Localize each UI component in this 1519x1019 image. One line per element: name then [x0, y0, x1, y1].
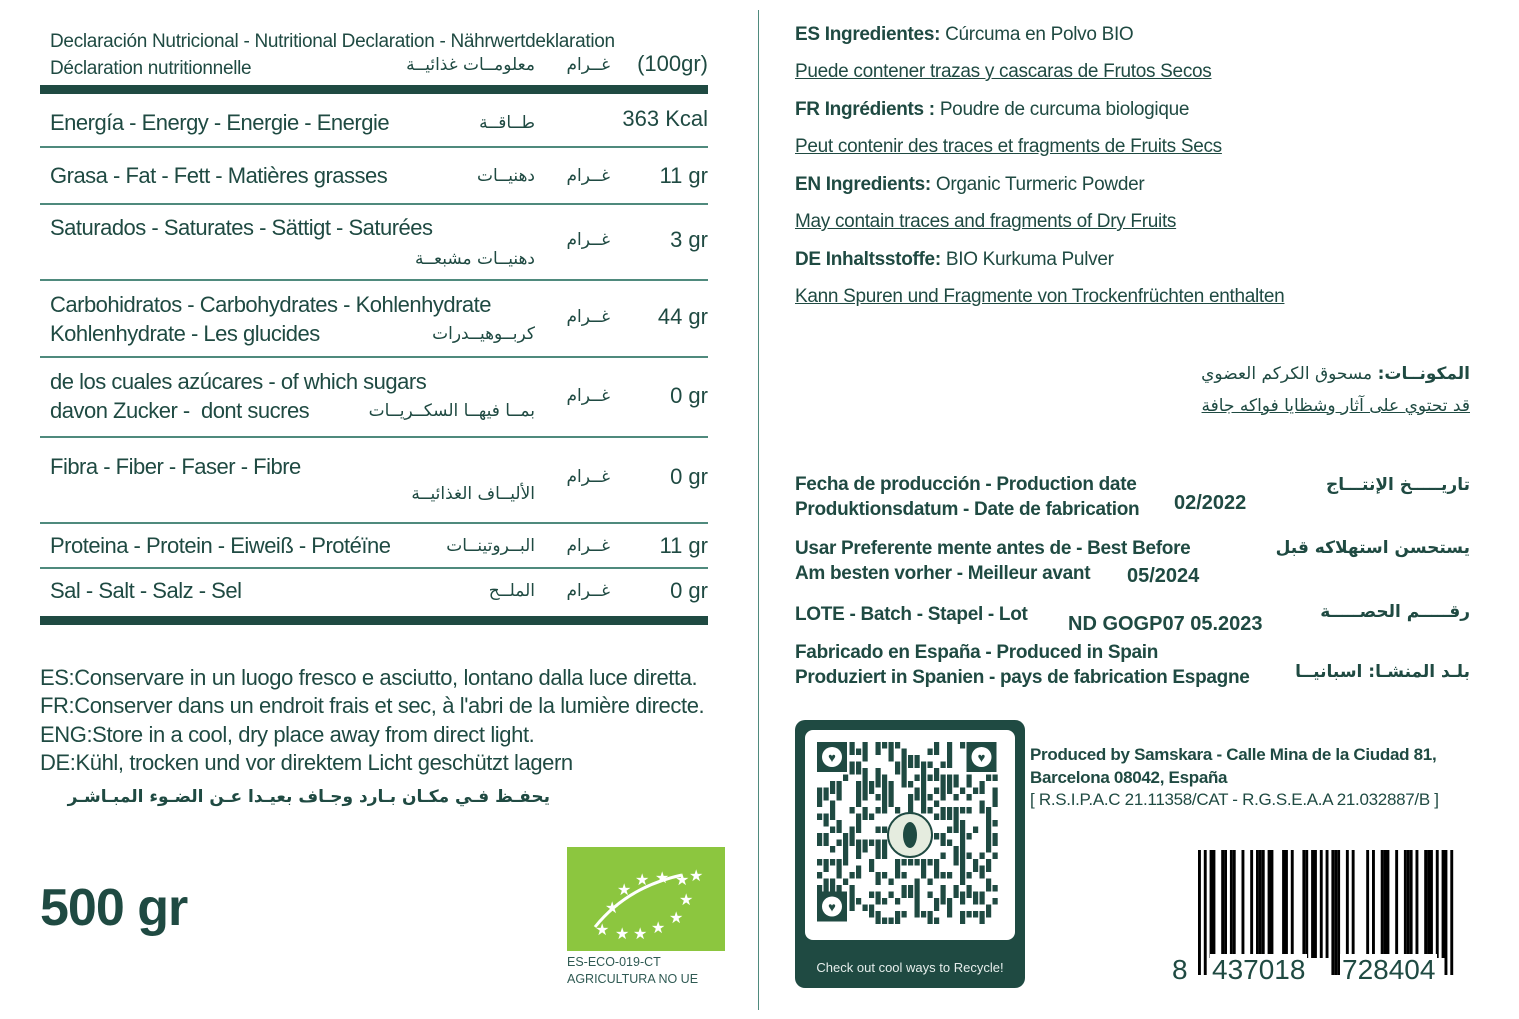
row-sugars-label2: davon Zucker - dont sucres — [50, 398, 310, 423]
row-carbs-label: Carbohidratos - Carbohydrates - Kohlenhydrate — [50, 292, 491, 317]
row-divider — [40, 203, 708, 205]
row-saturates-arabic: دهنيــات مشبعــة — [414, 249, 535, 269]
nutrition-title-arabic: معلومــات غذائيــة — [406, 55, 535, 75]
best-before-label2: Am besten vorher - Meilleur avant — [795, 563, 1091, 584]
row-fat-value: 11 gr — [659, 163, 708, 188]
row-saturates-label: Saturados - Saturates - Sättigt - Saturées — [50, 215, 433, 240]
allergen-en: May contain traces and fragments of Dry Fruits — [795, 211, 1177, 232]
storage-en: ENG:Store in a cool, dry place away from direct light. — [40, 722, 535, 747]
origin-label1: Fabricado en España - Produced in Spain — [795, 642, 1159, 663]
storage-de: DE:Kühl, trocken und vor direktem Licht geschützt lagern — [40, 750, 573, 775]
svg-text:♥: ♥ — [977, 750, 986, 765]
svg-text:★: ★ — [633, 924, 648, 943]
unit-header-arabic: غــرام — [566, 55, 610, 75]
row-fat-unit: غــرام — [566, 166, 610, 186]
storage-fr: FR:Conserver dans un endroit frais et sec, à l'abri de la lumière directe. — [40, 693, 705, 718]
net-weight: 500 gr — [40, 879, 188, 937]
ingredients-en — [795, 173, 1144, 197]
ingredients-ar — [1201, 364, 1470, 384]
ingredients-es-text: Cúrcuma en Polvo BIO — [945, 24, 1134, 45]
svg-text:★: ★ — [675, 870, 690, 889]
row-fiber-unit: غــرام — [566, 467, 610, 487]
production-date-arabic: تاريـــــخ الإنتـــاج — [1325, 475, 1470, 495]
row-divider — [40, 522, 708, 524]
row-energy-label: Energía - Energy - Energie - Energie — [50, 110, 390, 135]
eu-leaf-stars-icon — [567, 847, 725, 951]
production-date-label1: Fecha de producción - Production date — [795, 474, 1137, 495]
eu-origin: AGRICULTURA NO UE — [567, 972, 699, 986]
row-energy-arabic: طــاقــة — [479, 113, 535, 133]
per-100g: (100gr) — [637, 51, 708, 76]
svg-text:★: ★ — [635, 870, 650, 889]
ingredients-en-text: Organic Turmeric Powder — [935, 174, 1145, 195]
row-saturates-unit: غــرام — [566, 230, 610, 250]
table-bottom-bar — [40, 616, 708, 625]
row-sugars-arabic: بمــا فيهــا السكــريــات — [368, 401, 535, 421]
ingredients-es-label: ES Ingredientes: — [795, 24, 941, 45]
producer-registry: [ R.S.I.P.A.C 21.11358/CAT - R.G.S.E.A.A 21.032887/B ] — [1030, 790, 1439, 809]
best-before-arabic: يستحسن استهلاكه قبل — [1275, 538, 1470, 558]
row-fat-label: Grasa - Fat - Fett - Matières grasses — [50, 163, 388, 188]
row-divider — [40, 279, 708, 281]
allergen-fr: Peut contenir des traces et fragments de Fruits Secs — [795, 136, 1222, 157]
recycle-qr-card[interactable] — [795, 720, 1025, 988]
allergen-de: Kann Spuren und Fragmente von Trockenfrüchten enthalten — [795, 286, 1285, 307]
row-divider — [40, 356, 708, 358]
row-protein-value: 11 gr — [659, 533, 708, 558]
nutrition-title-line2: Déclaration nutritionnelle — [50, 58, 252, 79]
svg-text:★: ★ — [679, 890, 694, 909]
ingredients-ar-text: مسحوق الكركم العضوي — [1201, 364, 1373, 384]
origin-label2: Produziert in Spanien - pays de fabrication Espagne — [795, 667, 1250, 688]
storage-ar: يحفـظ فـي مكـان بـارد وجـاف بعيـدا عـن الضـوء المبـاشـر — [67, 787, 550, 807]
row-salt-arabic: الملــح — [488, 581, 535, 601]
producer-line1: Produced by Samskara - Calle Mina de la Ciudad 81, — [1030, 745, 1437, 764]
row-sugars-label: de los cuales azúcares - of which sugars — [50, 369, 427, 394]
row-carbs-value: 44 gr — [657, 304, 708, 329]
row-carbs-unit: غــرام — [566, 307, 610, 327]
row-salt-unit: غــرام — [566, 581, 610, 601]
production-date-label2: Produktionsdatum - Date de fabrication — [795, 499, 1140, 520]
qr-caption: Check out cool ways to Recycle! — [816, 960, 1004, 975]
ingredients-ar-label: المكونــات: — [1377, 364, 1470, 384]
row-carbs-arabic: كربــوهيــدرات — [432, 324, 535, 344]
svg-text:♥: ♥ — [828, 750, 836, 765]
svg-text:★: ★ — [651, 918, 666, 937]
svg-text:★: ★ — [605, 898, 620, 917]
svg-text:★: ★ — [617, 880, 632, 899]
row-carbs-label2: Kohlenhydrate - Les glucides — [50, 321, 320, 346]
eu-organic-leaf-logo — [567, 847, 725, 951]
table-top-bar — [40, 85, 708, 94]
row-saturates-value: 3 gr — [670, 227, 708, 252]
batch-arabic: رقـــــم الحصـــــة — [1320, 602, 1470, 622]
nutrition-title-line1: Declaración Nutricional - Nutritional Declaration - Nährwertdeklaration — [50, 31, 615, 52]
ingredients-fr-label: FR Ingrédients : — [795, 99, 935, 120]
row-divider — [40, 146, 708, 148]
row-fat-arabic: دهنيــات — [477, 166, 535, 186]
svg-text:★: ★ — [595, 920, 610, 939]
row-fiber-value: 0 gr — [670, 464, 708, 489]
row-salt-value: 0 gr — [670, 578, 708, 603]
storage-es: ES:Conservare in un luogo fresco e asciutto, lontano dalla luce diretta. — [40, 665, 698, 690]
row-sugars-value: 0 gr — [670, 383, 708, 408]
qr-code[interactable] — [805, 730, 1015, 940]
best-before-label1: Usar Preferente mente antes de - Best Before — [795, 538, 1191, 559]
ingredients-fr-text: Poudre de curcuma biologique — [939, 99, 1190, 120]
row-fiber-label: Fibra - Fiber - Faser - Fibre — [50, 454, 301, 479]
row-divider — [40, 436, 708, 438]
producer-line2: Barcelona 08042, España — [1030, 768, 1228, 787]
row-protein-unit: غــرام — [566, 536, 610, 556]
best-before-value: 05/2024 — [1127, 565, 1200, 587]
batch-value: ND GOGP07 05.2023 — [1068, 613, 1263, 635]
row-salt-label: Sal - Salt - Salz - Sel — [50, 578, 242, 603]
ingredients-de-label: DE Inhaltsstoffe: — [795, 249, 941, 270]
row-fiber-arabic: الأليــاف الغذائيــة — [411, 484, 535, 504]
ingredients-es — [795, 23, 1133, 47]
ingredients-fr — [795, 98, 1189, 122]
row-protein-arabic: البــروتينــات — [446, 536, 535, 556]
svg-text:★: ★ — [669, 908, 684, 927]
ingredients-de — [795, 248, 1114, 272]
barcode-digit-first: 8 — [1172, 954, 1188, 985]
barcode-digits-left: 437018 — [1212, 954, 1306, 985]
allergen-es: Puede contener trazas y cascaras de Frutos Secos — [795, 61, 1212, 82]
svg-text:★: ★ — [655, 868, 670, 887]
row-energy-value: 363 Kcal — [622, 106, 708, 131]
row-divider — [40, 567, 708, 569]
batch-label: LOTE - Batch - Stapel - Lot — [795, 604, 1028, 625]
svg-text:★: ★ — [689, 866, 704, 885]
svg-text:♥: ♥ — [828, 899, 836, 915]
ingredients-de-text: BIO Kurkuma Pulver — [945, 249, 1114, 270]
barcode-digits-right: 728404 — [1342, 954, 1436, 985]
allergen-ar: قد تحتوي على آثار وشظايا فواكه جافة — [1201, 396, 1470, 416]
eu-code: ES-ECO-019-CT — [567, 955, 661, 969]
column-divider — [758, 10, 759, 1010]
origin-arabic: بلـد المنشـا: اسبانيــا — [1295, 662, 1470, 682]
production-date-value: 02/2022 — [1174, 492, 1247, 514]
ingredients-en-label: EN Ingredients: — [795, 174, 931, 195]
svg-text:★: ★ — [615, 924, 630, 943]
row-protein-label: Proteina - Protein - Eiweiß - Protéïne — [50, 533, 391, 558]
qr-code-icon — [805, 730, 1015, 940]
row-sugars-unit: غــرام — [566, 386, 610, 406]
